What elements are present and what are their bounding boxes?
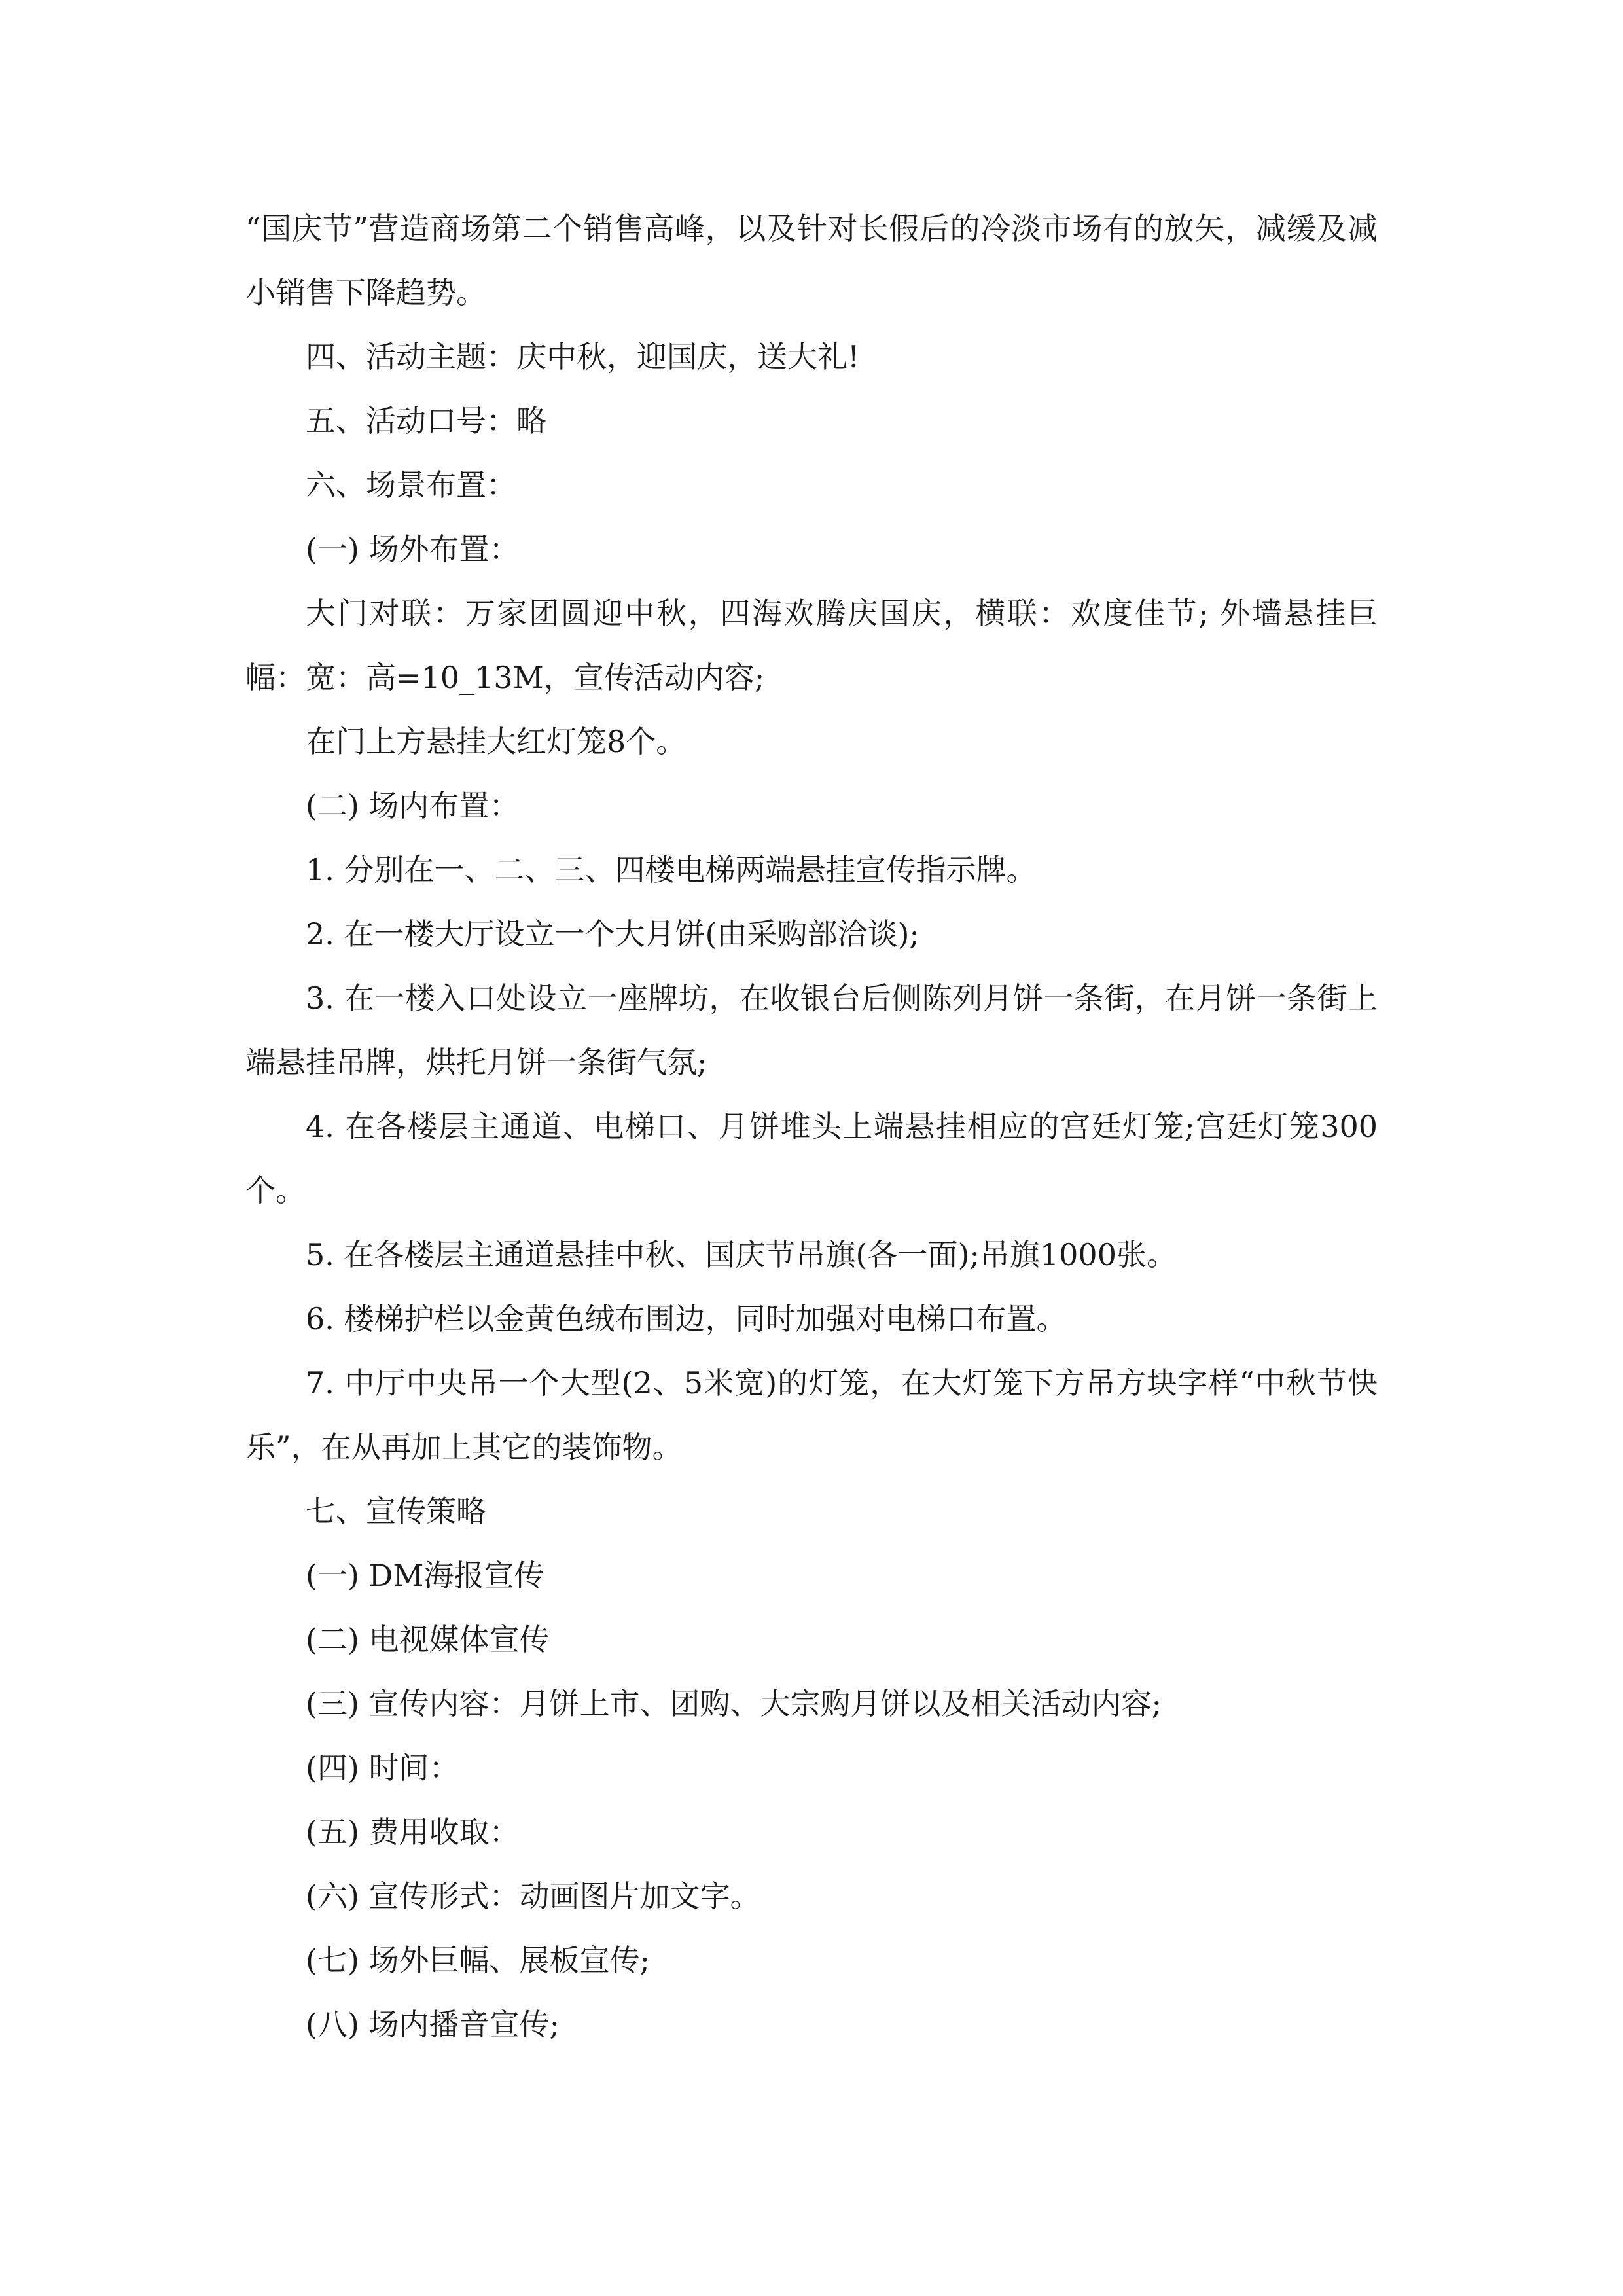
document-body	[245, 196, 1378, 2056]
promotion-item-form: (六) 宣传形式：动画图片加文字。	[306, 1878, 760, 1914]
paragraph-activity-slogan: 五、活动口号：略	[306, 403, 546, 439]
paragraph-gate-couplet: 大门对联：万家团圆迎中秋，四海欢腾庆国庆，横联：欢度佳节; 外墙悬挂巨幅：宽：高=10_13M，宣传活动内容;	[245, 596, 1378, 695]
paragraph-intro-continuation: “国庆节”营造商场第二个销售高峰，以及针对长假后的冷淡市场有的放矢，减缓及减小销售下降趋势。	[245, 211, 1378, 310]
list-item-3: 3. 在一楼入口处设立一座牌坊，在收银台后侧陈列月饼一条街，在月饼一条街上端悬挂吊牌，烘托月饼一条街气氛;	[245, 980, 1378, 1080]
list-item-6: 6. 楼梯护栏以金黄色绒布围边，同时加强对电梯口布置。	[306, 1301, 1067, 1336]
paragraph-red-lanterns: 在门上方悬挂大红灯笼8个。	[306, 724, 687, 759]
promotion-item-fee: (五) 费用收取：	[306, 1814, 520, 1850]
paragraph-activity-theme: 四、活动主题：庆中秋，迎国庆，送大礼!	[306, 339, 860, 374]
subheading-indoor-layout: (二) 场内布置：	[306, 788, 520, 823]
heading-promotion-strategy: 七、宣传策略	[306, 1494, 486, 1529]
list-item-2: 2. 在一楼大厅设立一个大月饼(由采购部洽谈);	[306, 916, 919, 952]
promotion-item-outdoor-banner: (七) 场外巨幅、展板宣传;	[306, 1943, 651, 1978]
promotion-item-tv: (二) 电视媒体宣传	[306, 1622, 550, 1657]
list-item-1: 1. 分别在一、二、三、四楼电梯两端悬挂宣传指示牌。	[306, 852, 1037, 888]
list-item-5: 5. 在各楼层主通道悬挂中秋、国庆节吊旗(各一面);吊旗1000张。	[306, 1237, 1177, 1272]
subheading-outdoor-layout: (一) 场外布置：	[306, 531, 520, 567]
list-item-4: 4. 在各楼层主通道、电梯口、月饼堆头上端悬挂相应的宫廷灯笼;宫廷灯笼300个。	[245, 1109, 1378, 1208]
list-item-7: 7. 中厅中央吊一个大型(2、5米宽)的灯笼，在大灯笼下方吊方块字样“中秋节快乐”，在从再加上其它的装饰物。	[245, 1365, 1378, 1465]
promotion-item-dm: (一) DM海报宣传	[306, 1558, 544, 1593]
heading-scene-layout: 六、场景布置：	[306, 467, 516, 503]
promotion-item-content: (三) 宣传内容：月饼上市、团购、大宗购月饼以及相关活动内容;	[306, 1686, 1162, 1721]
promotion-item-broadcast: (八) 场内播音宣传;	[306, 2007, 560, 2042]
promotion-item-time: (四) 时间：	[306, 1750, 459, 1785]
